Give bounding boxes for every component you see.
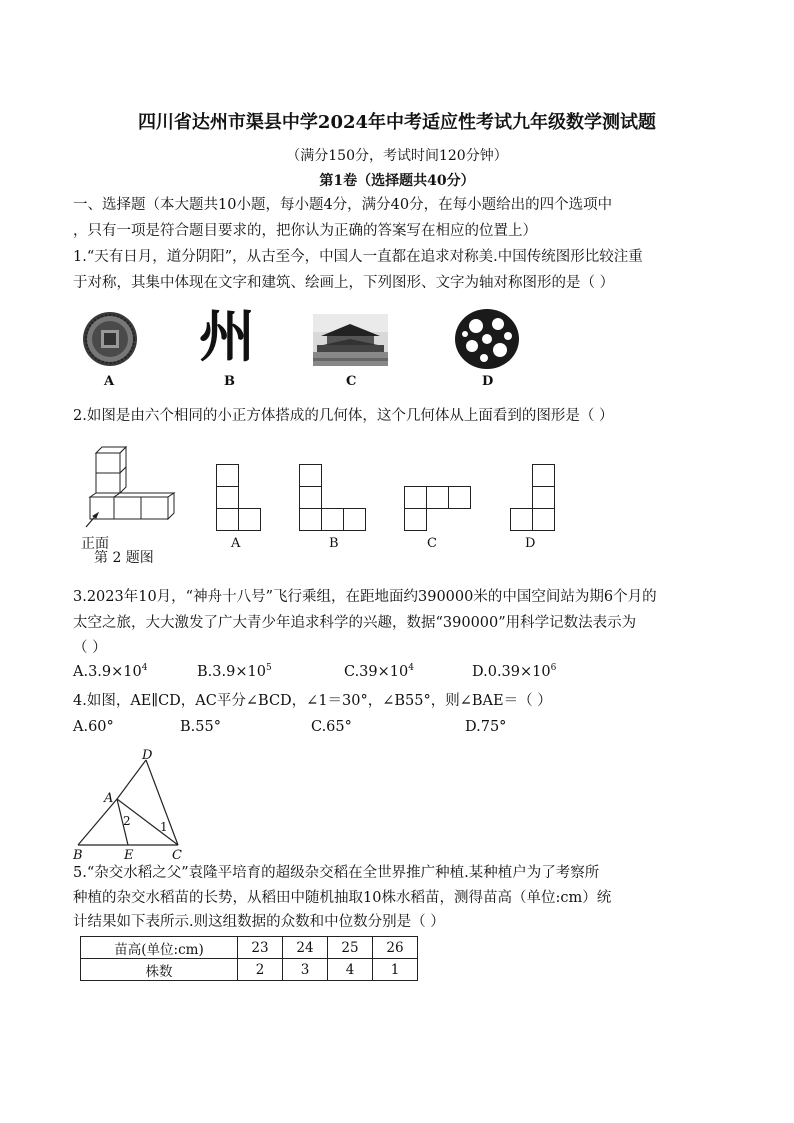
q1-text-line2: 于对称，其集中体现在文字和建筑、绘画上，下列图形、文字为轴对称图形的是（ ） xyxy=(73,275,615,291)
q1-option-c-label: C xyxy=(346,374,357,389)
q2-option-d-label: D xyxy=(525,536,536,551)
q4-point-b: B xyxy=(73,848,83,863)
table-cell: 2 xyxy=(238,959,283,981)
q4-point-c: C xyxy=(172,848,182,863)
q3-option-b: $B.3.9\times 10^5$ xyxy=(197,663,272,680)
q1-option-a-coin-image xyxy=(82,311,138,367)
q2-option-c-label: C xyxy=(427,536,437,551)
table-cell: 26 xyxy=(373,937,418,959)
q2-cube-solid-figure xyxy=(82,443,182,533)
q3-text-line2: 太空之旅，大大激发了广大青少年追求科学的兴趣，数据“390000”用科学记数法表示为 xyxy=(73,615,637,631)
table-row xyxy=(81,937,418,959)
page-title: 四川省达州市渠县中学2024年中考适应性考试九年级数学测试题 xyxy=(137,112,657,133)
table-cell: 23 xyxy=(238,937,283,959)
q2-option-d-grid xyxy=(510,464,558,534)
q1-text-line1: 1.“天有日月，道分阴阳”，从古至今，中国人一直都在追求对称美.中国传统图形比较注重 xyxy=(73,249,643,265)
q1-option-d-label: D xyxy=(482,374,494,389)
q4-angle-2: 2 xyxy=(123,814,131,828)
q2-option-a-grid xyxy=(216,464,264,534)
q1-option-b-character: 州 xyxy=(199,305,255,370)
q5-text-line2: 种植的杂交水稻苗的长势，从稻田中随机抽取10株水稻苗，测得苗高（单位:cm）统 xyxy=(73,890,612,906)
q4-point-a: A xyxy=(104,791,114,806)
q3-option-a: $A.3.9\times 10^4$ xyxy=(73,663,148,680)
table-cell: 1 xyxy=(373,959,418,981)
q5-text-line1: 5.“杂交水稻之父”袁隆平培育的超级杂交稻在全世界推广种植.某种植户为了考察所 xyxy=(73,865,600,881)
section-instructions-line2: ，只有一项是符合题目要求的，把你认为正确的答案写在相应的位置上） xyxy=(73,223,537,239)
section-instructions-line1: 一、选择题（本大题共10小题，每小题4分，满分40分，在每小题给出的四个选项中 xyxy=(73,197,613,213)
table-cell: 4 xyxy=(328,959,373,981)
q2-option-a-label: A xyxy=(231,536,241,551)
q4-geometry-figure xyxy=(70,745,200,865)
q2-front-label: 正面 xyxy=(81,536,109,552)
q5-data-table xyxy=(80,936,418,981)
q2-text: 2.如图是由六个相同的小正方体搭成的几何体，这个几何体从上面看到的图形是（ ） xyxy=(73,408,614,424)
q3-text-line1: 3.2023年10月，“神舟十八号”飞行乘组，在距地面约390000米的中国空间站为期6个月的 xyxy=(73,589,657,605)
table-cell: 株数 xyxy=(81,959,238,981)
q2-figure-caption: 第 2 题图 xyxy=(94,550,154,566)
q4-angle-1: 1 xyxy=(160,820,168,834)
q3-text-line3: （ ） xyxy=(73,640,107,656)
q1-option-b-label: B xyxy=(224,374,235,389)
q4-text: 4.如图，AE∥CD，AC平分∠BCD，∠1＝30°，∠B55°，则∠BAE＝（ ） xyxy=(73,693,552,709)
table-cell: 24 xyxy=(283,937,328,959)
q2-option-b-label: B xyxy=(329,536,339,551)
q4-option-d: D.75° xyxy=(465,719,507,735)
q5-text-line3: 计结果如下表所示.则这组数据的众数和中位数分别是（ ） xyxy=(73,914,445,930)
q4-point-e: E xyxy=(124,848,134,863)
q1-option-c-palace-image xyxy=(313,314,388,366)
q3-option-d: $D.0.39\times 10^6$ xyxy=(472,663,557,680)
table-cell: 苗高(单位:cm) xyxy=(81,937,238,959)
table-row xyxy=(81,959,418,981)
q4-option-a: A.60° xyxy=(73,719,114,735)
table-cell: 25 xyxy=(328,937,373,959)
q1-option-d-flower-pattern-image xyxy=(454,308,520,370)
exam-info: （满分150分，考试时间120分钟） xyxy=(286,148,508,164)
q4-option-b: B.55° xyxy=(180,719,221,735)
q2-option-b-grid xyxy=(299,464,369,534)
q3-option-c: $C.39\times 10^4$ xyxy=(344,663,414,680)
q4-option-c: C.65° xyxy=(311,719,352,735)
q4-point-d: D xyxy=(142,748,153,763)
table-cell: 3 xyxy=(283,959,328,981)
q1-option-a-label: A xyxy=(104,374,115,389)
part-heading: 第1卷（选择题共40分） xyxy=(319,173,475,189)
q2-option-c-grid xyxy=(404,486,474,534)
